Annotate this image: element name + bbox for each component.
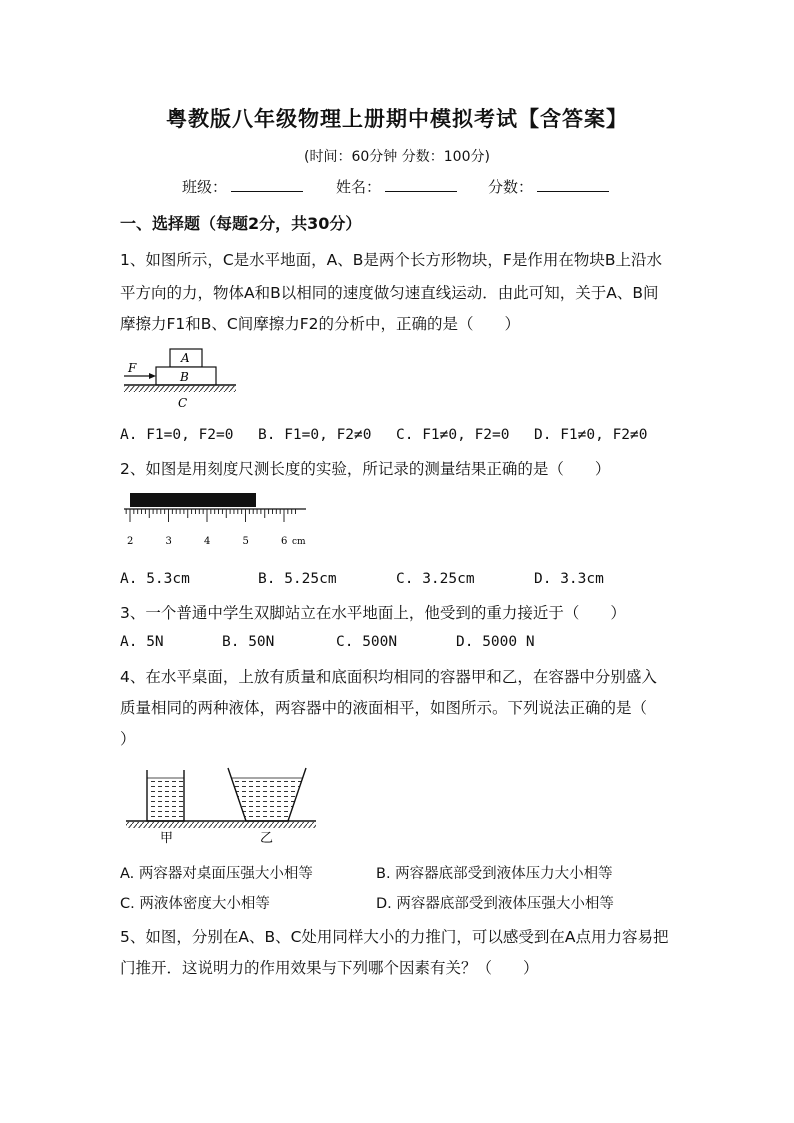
q2-ruler-figure (120, 488, 310, 552)
q5-line-2: 门推开．这说明力的作用效果与下列哪个因素有关？（ ） (120, 959, 539, 977)
label-a: A (181, 351, 190, 365)
label-jia: 甲 (160, 831, 174, 846)
q1-option-a[interactable]: A. F1=0, F2=0 (120, 427, 234, 443)
q3-option-c[interactable]: C. 500N (336, 634, 398, 650)
q1-blocks-figure (120, 343, 242, 413)
ruler-unit: cm (292, 537, 306, 547)
name-label: 姓名： (336, 178, 382, 196)
q2-option-c[interactable]: C. 3.25cm (396, 571, 475, 587)
score-label: 分数： (488, 178, 534, 196)
score-field (488, 176, 609, 197)
table-hatch (126, 822, 316, 828)
q3-line: 3、一个普通中学生双脚站立在水平地面上，他受到的重力接近于（ ） (120, 604, 626, 622)
section-title: 一、选择题（每题2分，共30分） (120, 214, 362, 233)
ruler-label: 3 (165, 536, 172, 547)
q2-option-d[interactable]: D. 3.3cm (534, 571, 604, 587)
q4-line-3: ） (120, 730, 136, 748)
q1-line-3: 摩擦力F1和B、C间摩擦力F2的分析中，正确的是（ ） (120, 315, 521, 333)
name-blank[interactable] (385, 177, 457, 192)
q4-line-1: 4、在水平桌面，上放有质量和底面积均相同的容器甲和乙，在容器中分别盛入 (120, 668, 657, 686)
q2-line: 2、如图是用刻度尺测长度的实验，所记录的测量结果正确的是（ ） (120, 460, 611, 478)
q3-option-b[interactable]: B. 50N (222, 634, 275, 650)
exam-time-score: (时间：60分钟 分数：100分) (304, 149, 490, 165)
ruler-label: 5 (242, 536, 249, 547)
container-jia-liquid (148, 778, 183, 821)
ground-hatch (124, 386, 236, 392)
class-blank[interactable] (231, 177, 303, 192)
page-title: 粤教版八年级物理上册期中模拟考试【含答案】 (166, 106, 628, 131)
ruler-label: 6 (281, 536, 288, 547)
class-field (182, 176, 303, 197)
score-blank[interactable] (537, 177, 609, 192)
class-label: 班级： (182, 178, 228, 196)
label-f: F (128, 361, 137, 375)
q4-option-b[interactable]: B. 两容器底部受到液体压力大小相等 (376, 866, 613, 882)
q4-option-a[interactable]: A. 两容器对桌面压强大小相等 (120, 866, 313, 882)
q4-containers-figure (122, 764, 320, 848)
q4-line-2: 质量相同的两种液体，两容器中的液面相平，如图所示。下列说法正确的是（ (120, 699, 648, 717)
q1-line-1: 1、如图所示，C是水平地面，A、B是两个长方形物块，F是作用在物块B上沿水 (120, 251, 662, 269)
q3-option-d[interactable]: D. 5000 N (456, 634, 535, 650)
container-yi-liquid (232, 778, 303, 821)
q1-option-c[interactable]: C. F1≠0, F2=0 (396, 427, 510, 443)
name-field (336, 176, 457, 197)
q4-option-c[interactable]: C. 两液体密度大小相等 (120, 896, 270, 912)
q1-option-d[interactable]: D. F1≠0, F2≠0 (534, 427, 648, 443)
label-yi: 乙 (260, 831, 274, 846)
q1-option-b[interactable]: B. F1=0, F2≠0 (258, 427, 372, 443)
q2-option-b[interactable]: B. 5.25cm (258, 571, 337, 587)
ruler-labels (127, 536, 287, 547)
q3-option-a[interactable]: A. 5N (120, 634, 164, 650)
q4-option-d[interactable]: D. 两容器底部受到液体压强大小相等 (376, 896, 614, 912)
q5-line-1: 5、如图，分别在A、B、C处用同样大小的力推门，可以感受到在A点用力容易把 (120, 928, 669, 946)
q2-option-a[interactable]: A. 5.3cm (120, 571, 190, 587)
ruler-label: 4 (204, 536, 211, 547)
ruler-label: 2 (127, 536, 134, 547)
measured-object (130, 493, 256, 507)
label-b: B (180, 370, 189, 384)
ruler-ticks (126, 509, 295, 522)
label-c: C (178, 396, 188, 410)
q1-line-2: 平方向的力，物体A和B以相同的速度做匀速直线运动．由此可知，关于A、B间 (120, 284, 659, 302)
